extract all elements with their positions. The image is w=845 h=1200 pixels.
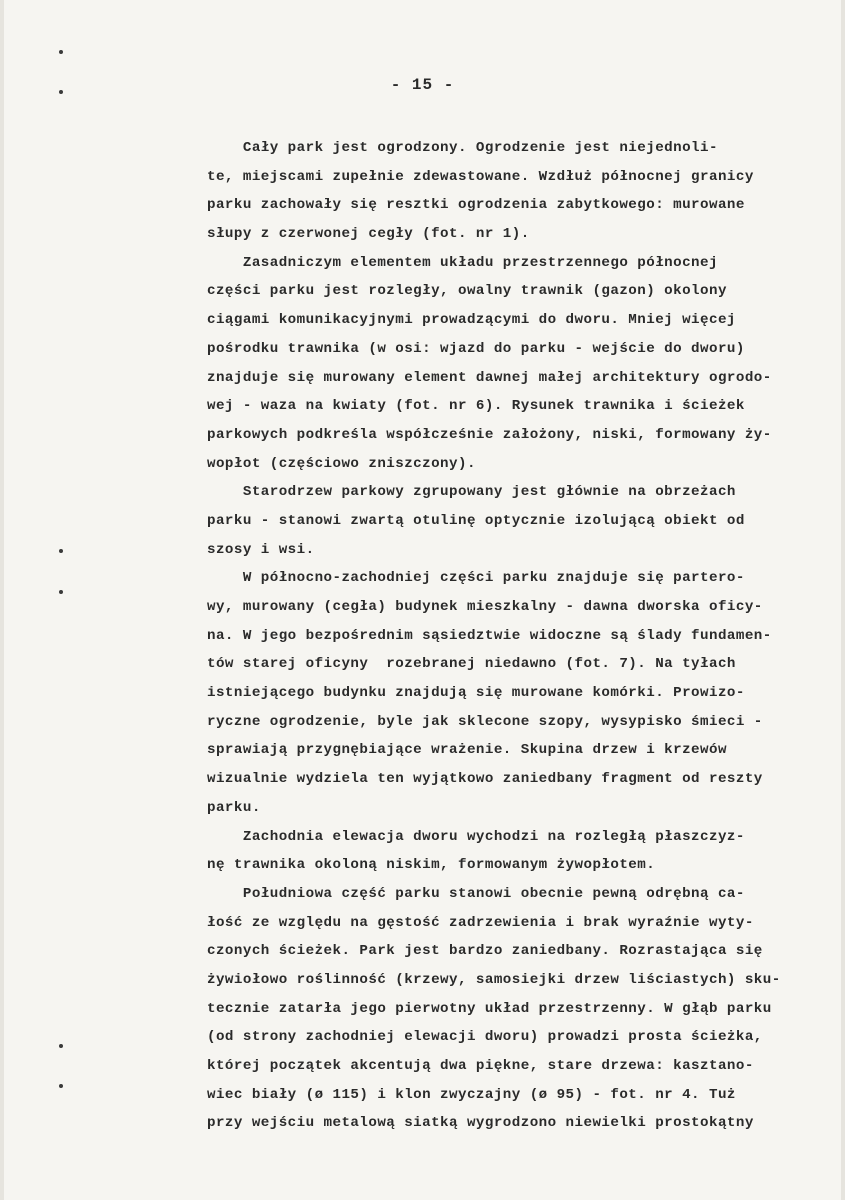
text-line: Południowa część parku stanowi obecnie pewną odrębną ca-: [207, 885, 745, 902]
text-line: Zasadniczym elementem układu przestrzennego północnej: [207, 254, 718, 271]
punch-hole-mark: [59, 50, 63, 54]
text-line: tecznie zatarła jego pierwotny układ przestrzenny. W głąb parku: [207, 1000, 772, 1017]
text-line: wy, murowany (cegła) budynek mieszkalny - dawna dworska oficy-: [207, 599, 763, 615]
text-line: parku.: [207, 799, 261, 816]
text-line: parku - stanowi zwartą otulinę optycznie izolującą obiekt od: [207, 512, 745, 529]
text-line: ciągami komunikacyjnymi prowadzącymi do dworu. Mniej więcej: [207, 312, 736, 329]
text-line: tów starej oficyny rozebranej niedawno (fot. 7). Na tyłach: [207, 656, 736, 673]
page-edge-right: [841, 0, 845, 1200]
punch-hole-mark: [59, 1084, 63, 1088]
text-line: pośrodku trawnika (w osi: wjazd do parku - wejście do dworu): [207, 340, 745, 357]
text-line: łość ze względu na gęstość zadrzewienia i brak wyraźnie wyty-: [207, 914, 754, 931]
text-line: Zachodnia elewacja dworu wychodzi na rozległą płaszczyz-: [207, 828, 745, 845]
text-line: na. W jego bezpośrednim sąsiedztwie widoczne są ślady fundamen-: [207, 627, 772, 644]
text-line: sprawiają przygnębiające wrażenie. Skupina drzew i krzewów: [207, 742, 727, 759]
text-line: przy wejściu metalową siatką wygrodzono niewielki prostokątny: [207, 1115, 754, 1132]
text-line: parkowych podkreśla współcześnie założony, niski, formowany ży-: [207, 426, 772, 443]
text-line: istniejącego budynku znajdują się murowane komórki. Prowizo-: [207, 685, 745, 702]
punch-hole-mark: [59, 1044, 63, 1048]
text-line: wizualnie wydziela ten wyjątkowo zaniedbany fragment od reszty: [207, 771, 763, 788]
text-line: żywiołowo roślinność (krzewy, samosiejki drzew liściastych) sku-: [207, 971, 781, 988]
body-text: [207, 134, 781, 1138]
text-line: wiec biały (ø 115) i klon zwyczajny (ø 95) - fot. nr 4. Tuż: [207, 1086, 736, 1103]
text-line: te, miejscami zupełnie zdewastowane. Wzdłuż północnej granicy: [207, 168, 754, 185]
text-line: ryczne ogrodzenie, byle jak sklecone szopy, wysypisko śmieci -: [207, 713, 763, 730]
punch-hole-mark: [59, 590, 63, 594]
text-line: W północno-zachodniej części parku znajduje się partero-: [207, 570, 745, 587]
text-line: znajduje się murowany element dawnej małej architektury ogrodo-: [207, 369, 772, 386]
text-line: parku zachowały się resztki ogrodzenia zabytkowego: murowane: [207, 197, 745, 214]
text-line: wopłot (częściowo zniszczony).: [207, 455, 476, 472]
text-line: części parku jest rozległy, owalny trawnik (gazon) okolony: [207, 283, 727, 300]
page-number: - 15 -: [390, 76, 455, 94]
text-line: słupy z czerwonej cegły (fot. nr 1).: [207, 226, 530, 243]
text-line: czonych ścieżek. Park jest bardzo zaniedbany. Rozrastająca się: [207, 943, 763, 960]
text-line: szosy i wsi.: [207, 541, 315, 558]
text-line: (od strony zachodniej elewacji dworu) prowadzi prosta ścieżka,: [207, 1029, 763, 1046]
punch-hole-mark: [59, 549, 63, 553]
text-line: której początek akcentują dwa piękne, stare drzewa: kasztano-: [207, 1058, 754, 1074]
text-line: nę trawnika okoloną niskim, formowanym żywopłotem.: [207, 857, 656, 874]
text-line: wej - waza na kwiaty (fot. nr 6). Rysunek trawnika i ścieżek: [207, 398, 745, 415]
text-line: Cały park jest ogrodzony. Ogrodzenie jest niejednoli-: [207, 140, 718, 156]
page-edge-left: [0, 0, 4, 1200]
text-line: Starodrzew parkowy zgrupowany jest głównie na obrzeżach: [207, 484, 736, 501]
